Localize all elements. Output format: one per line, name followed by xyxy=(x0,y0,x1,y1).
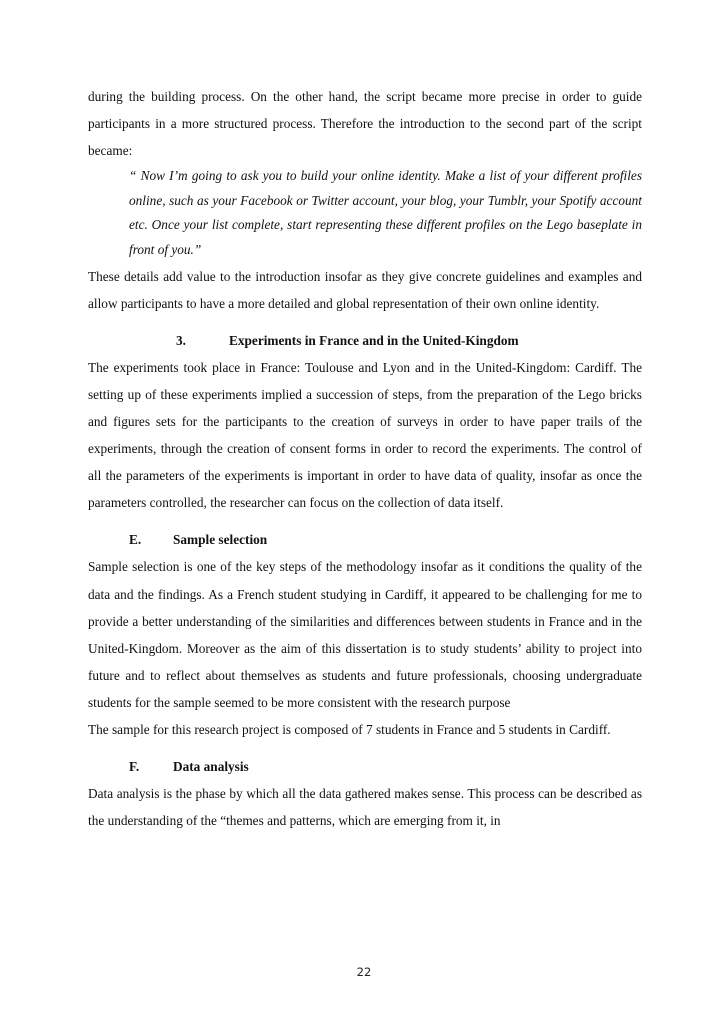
experiments-paragraph: The experiments took place in France: Toulouse and Lyon and in the United-Kingdom: Cardiff. The setting up of these experiments implied a succession of steps, from the preparation of the Lego bricks and figures sets for the participants to the creation of surveys in order to have paper trails of the experiments, through the creation of consent forms in order to record the experiments. The control of all the parameters of the experiments is important in order to have data of quality, insofar as once the parameters controlled, the researcher can focus on the collection of data itself. xyxy=(88,359,642,511)
intro-paragraph: during the building process. On the other hand, the script became more precise in order to guide participants in a more structured process. Therefore the introduction to the second part of the script became: xyxy=(88,89,642,159)
heading-experiments-title: Experiments in France and in the United-Kingdom xyxy=(229,332,519,348)
heading-experiments xyxy=(88,327,642,354)
sample-paragraph-2: The sample for this research project is composed of 7 students in France and 5 students in Cardiff. xyxy=(88,721,611,737)
heading-data-analysis xyxy=(88,753,642,780)
heading-sample-selection xyxy=(88,526,642,553)
after-quote-paragraph: These details add value to the introduction insofar as they give concrete guidelines and examples and allow participants to have a more detailed and global representation of their own online identity. xyxy=(88,268,642,311)
sample-paragraph-1: Sample selection is one of the key steps of the methodology insofar as it conditions the quality of the data and the findings. As a French student studying in Cardiff, it appeared to be challenging for me to provide a better understanding of the similarities and differences between students in France and in the United-Kingdom. Moreover as the aim of this dissertation is to study students’ ability to project into future and to reflect about themselves as students and future professionals, choosing undergraduate students for the sample seemed to be more consistent with the research purpose xyxy=(88,559,642,710)
heading-sample-number: E. xyxy=(129,532,142,548)
page-number: 22 xyxy=(356,965,372,979)
data-analysis-paragraph: Data analysis is the phase by which all the data gathered makes sense. This process can be described as the understanding of the “themes and patterns, which are emerging from it, in xyxy=(88,786,642,829)
script-quote: “ Now I’m going to ask you to build your online identity. Make a list of your different profiles online, such as your Facebook or Twitter account, your blog, your Tumblr, your Spotify account etc. Once your list complete, start representing these different profiles on the Lego baseplate in front of you.” xyxy=(129,168,642,258)
heading-sample-title: Sample selection xyxy=(173,532,268,548)
document-page xyxy=(88,83,642,834)
heading-experiments-number: 3. xyxy=(176,332,186,348)
heading-data-number: F. xyxy=(129,759,140,775)
heading-data-title: Data analysis xyxy=(173,759,249,775)
